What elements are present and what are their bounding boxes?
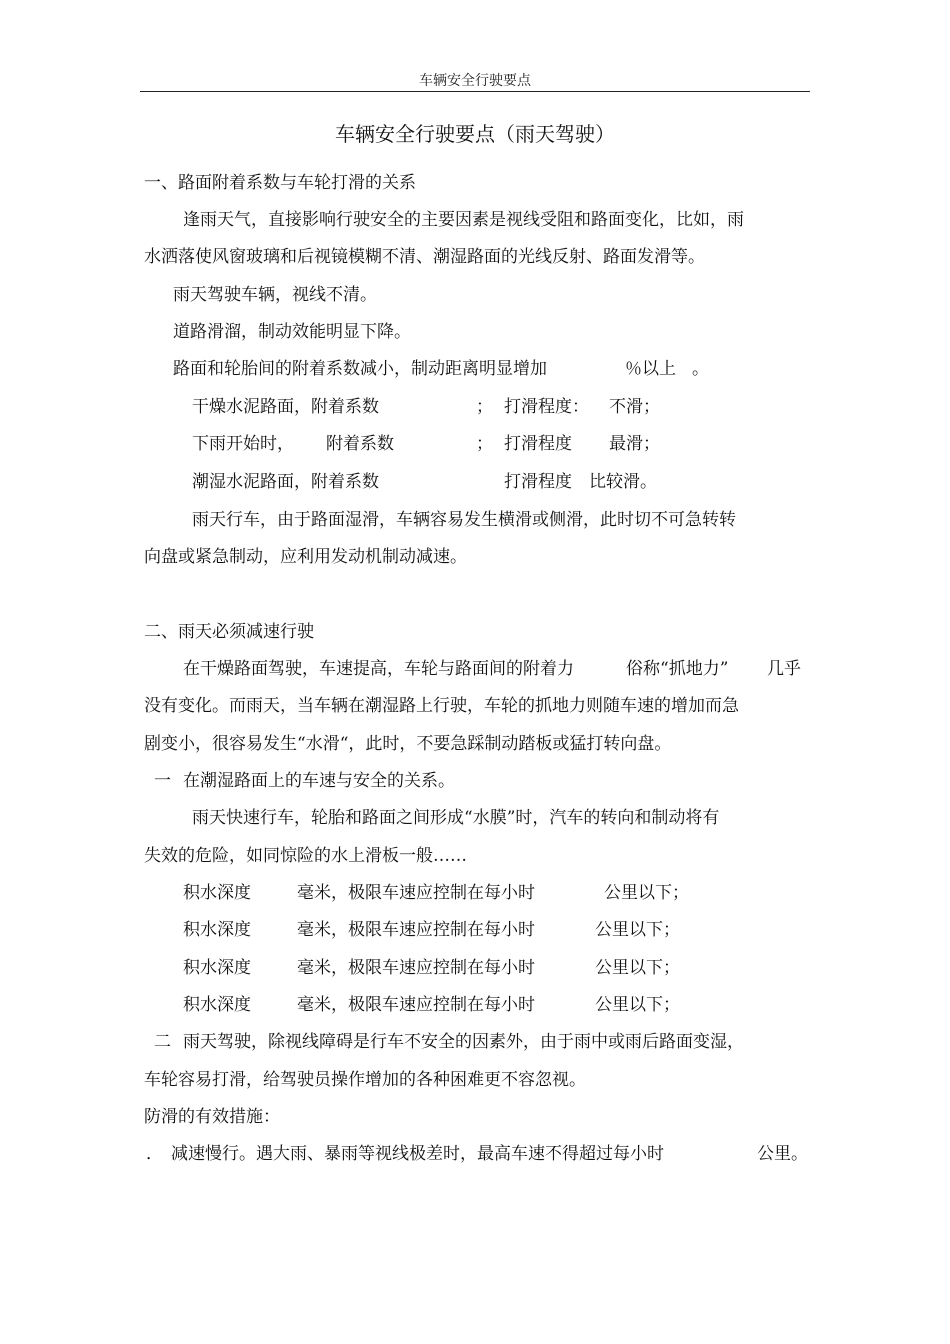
depth-label: 积水深度 bbox=[183, 958, 251, 978]
slip-label: 打滑程度 bbox=[504, 472, 572, 492]
speed-unit: 公里以下； bbox=[595, 995, 680, 1015]
speed-text: 毫米，极限车速应控制在每小时 bbox=[297, 995, 535, 1015]
paragraph-line: 没有变化。而雨天，当车辆在潮湿路上行驶，车轮的抓地力则随车速的增加而急 bbox=[144, 696, 739, 716]
running-header: 车辆安全行驶要点 bbox=[419, 73, 531, 89]
text-segment: 在干燥路面驾驶，车速提高，车轮与路面间的附着力 bbox=[183, 659, 574, 679]
text-segment: 路面和轮胎间的附着系数减小，制动距离明显增加 bbox=[173, 359, 547, 379]
speed-unit: 公里以下； bbox=[595, 958, 680, 978]
item-marker: ． bbox=[146, 1144, 163, 1164]
text-segment: 。 bbox=[692, 359, 709, 379]
surface-label: 干燥水泥路面，附着系数 bbox=[192, 397, 379, 417]
subsection-number: 二 bbox=[154, 1032, 171, 1052]
item-text: 减速慢行。遇大雨、暴雨等视线极差时，最高车速不得超过每小时 bbox=[171, 1144, 664, 1164]
text-segment: 俗称“抓地力” bbox=[626, 659, 729, 679]
paragraph-line: 失效的危险，如同惊险的水上滑板一般…… bbox=[144, 846, 467, 866]
depth-label: 积水深度 bbox=[183, 995, 251, 1015]
document-title: 车辆安全行驶要点（雨天驾驶） bbox=[335, 122, 615, 146]
paragraph-line: 向盘或紧急制动，应利用发动机制动减速。 bbox=[144, 547, 467, 567]
section-1-heading: 一、路面附着系数与车轮打滑的关系 bbox=[144, 173, 416, 193]
slip-value: 最滑； bbox=[609, 434, 660, 454]
section-2-heading: 二、雨天必须减速行驶 bbox=[144, 622, 314, 642]
speed-text: 毫米，极限车速应控制在每小时 bbox=[297, 920, 535, 940]
separator: ； bbox=[476, 434, 493, 454]
speed-unit: 公里以下； bbox=[604, 883, 689, 903]
measures-heading: 防滑的有效措施： bbox=[144, 1107, 280, 1127]
coefficient-label: 附着系数 bbox=[326, 434, 394, 454]
header-rule bbox=[140, 91, 809, 92]
item-text-end: 公里。 bbox=[757, 1144, 808, 1164]
text-segment: 几乎 bbox=[767, 659, 801, 679]
surface-label: 潮湿水泥路面，附着系数 bbox=[192, 472, 379, 492]
slip-label: 打滑程度 bbox=[504, 434, 572, 454]
speed-text: 毫米，极限车速应控制在每小时 bbox=[297, 883, 535, 903]
paragraph-line: 雨天快速行车，轮胎和路面之间形成“水膜”时，汽车的转向和制动将有 bbox=[192, 808, 720, 828]
depth-label: 积水深度 bbox=[183, 883, 251, 903]
paragraph-line: 雨天驾驶车辆，视线不清。 bbox=[173, 285, 377, 305]
surface-label: 下雨开始时， bbox=[192, 434, 294, 454]
speed-text: 毫米，极限车速应控制在每小时 bbox=[297, 958, 535, 978]
paragraph-line: 水洒落使风窗玻璃和后视镜模糊不清、潮湿路面的光线反射、路面发滑等。 bbox=[144, 247, 705, 267]
slip-label: 打滑程度： bbox=[504, 397, 589, 417]
subsection-title: 在潮湿路面上的车速与安全的关系。 bbox=[183, 771, 455, 791]
depth-label: 积水深度 bbox=[183, 920, 251, 940]
subsection-text: 雨天驾驶，除视线障碍是行车不安全的因素外，由于雨中或雨后路面变湿， bbox=[183, 1032, 744, 1052]
paragraph-line: 剧变小，很容易发生“水滑“，此时，不要急踩制动踏板或猛打转向盘。 bbox=[144, 734, 672, 754]
subsection-number: 一 bbox=[154, 771, 171, 791]
separator: ； bbox=[476, 397, 493, 417]
paragraph-line: 逢雨天气，直接影响行驶安全的主要因素是视线受阻和路面变化，比如，雨 bbox=[183, 210, 744, 230]
slip-value: 比较滑。 bbox=[589, 472, 657, 492]
slip-value: 不滑； bbox=[609, 397, 660, 417]
paragraph-line: 道路滑溜，制动效能明显下降。 bbox=[173, 322, 411, 342]
paragraph-line: 车轮容易打滑，给驾驶员操作增加的各种困难更不容忽视。 bbox=[144, 1070, 586, 1090]
text-segment: ％以上 bbox=[625, 359, 676, 379]
header-rule-mark: . bbox=[808, 85, 811, 95]
paragraph-line: 雨天行车，由于路面湿滑，车辆容易发生横滑或侧滑，此时切不可急转转 bbox=[192, 510, 736, 530]
speed-unit: 公里以下； bbox=[595, 920, 680, 940]
